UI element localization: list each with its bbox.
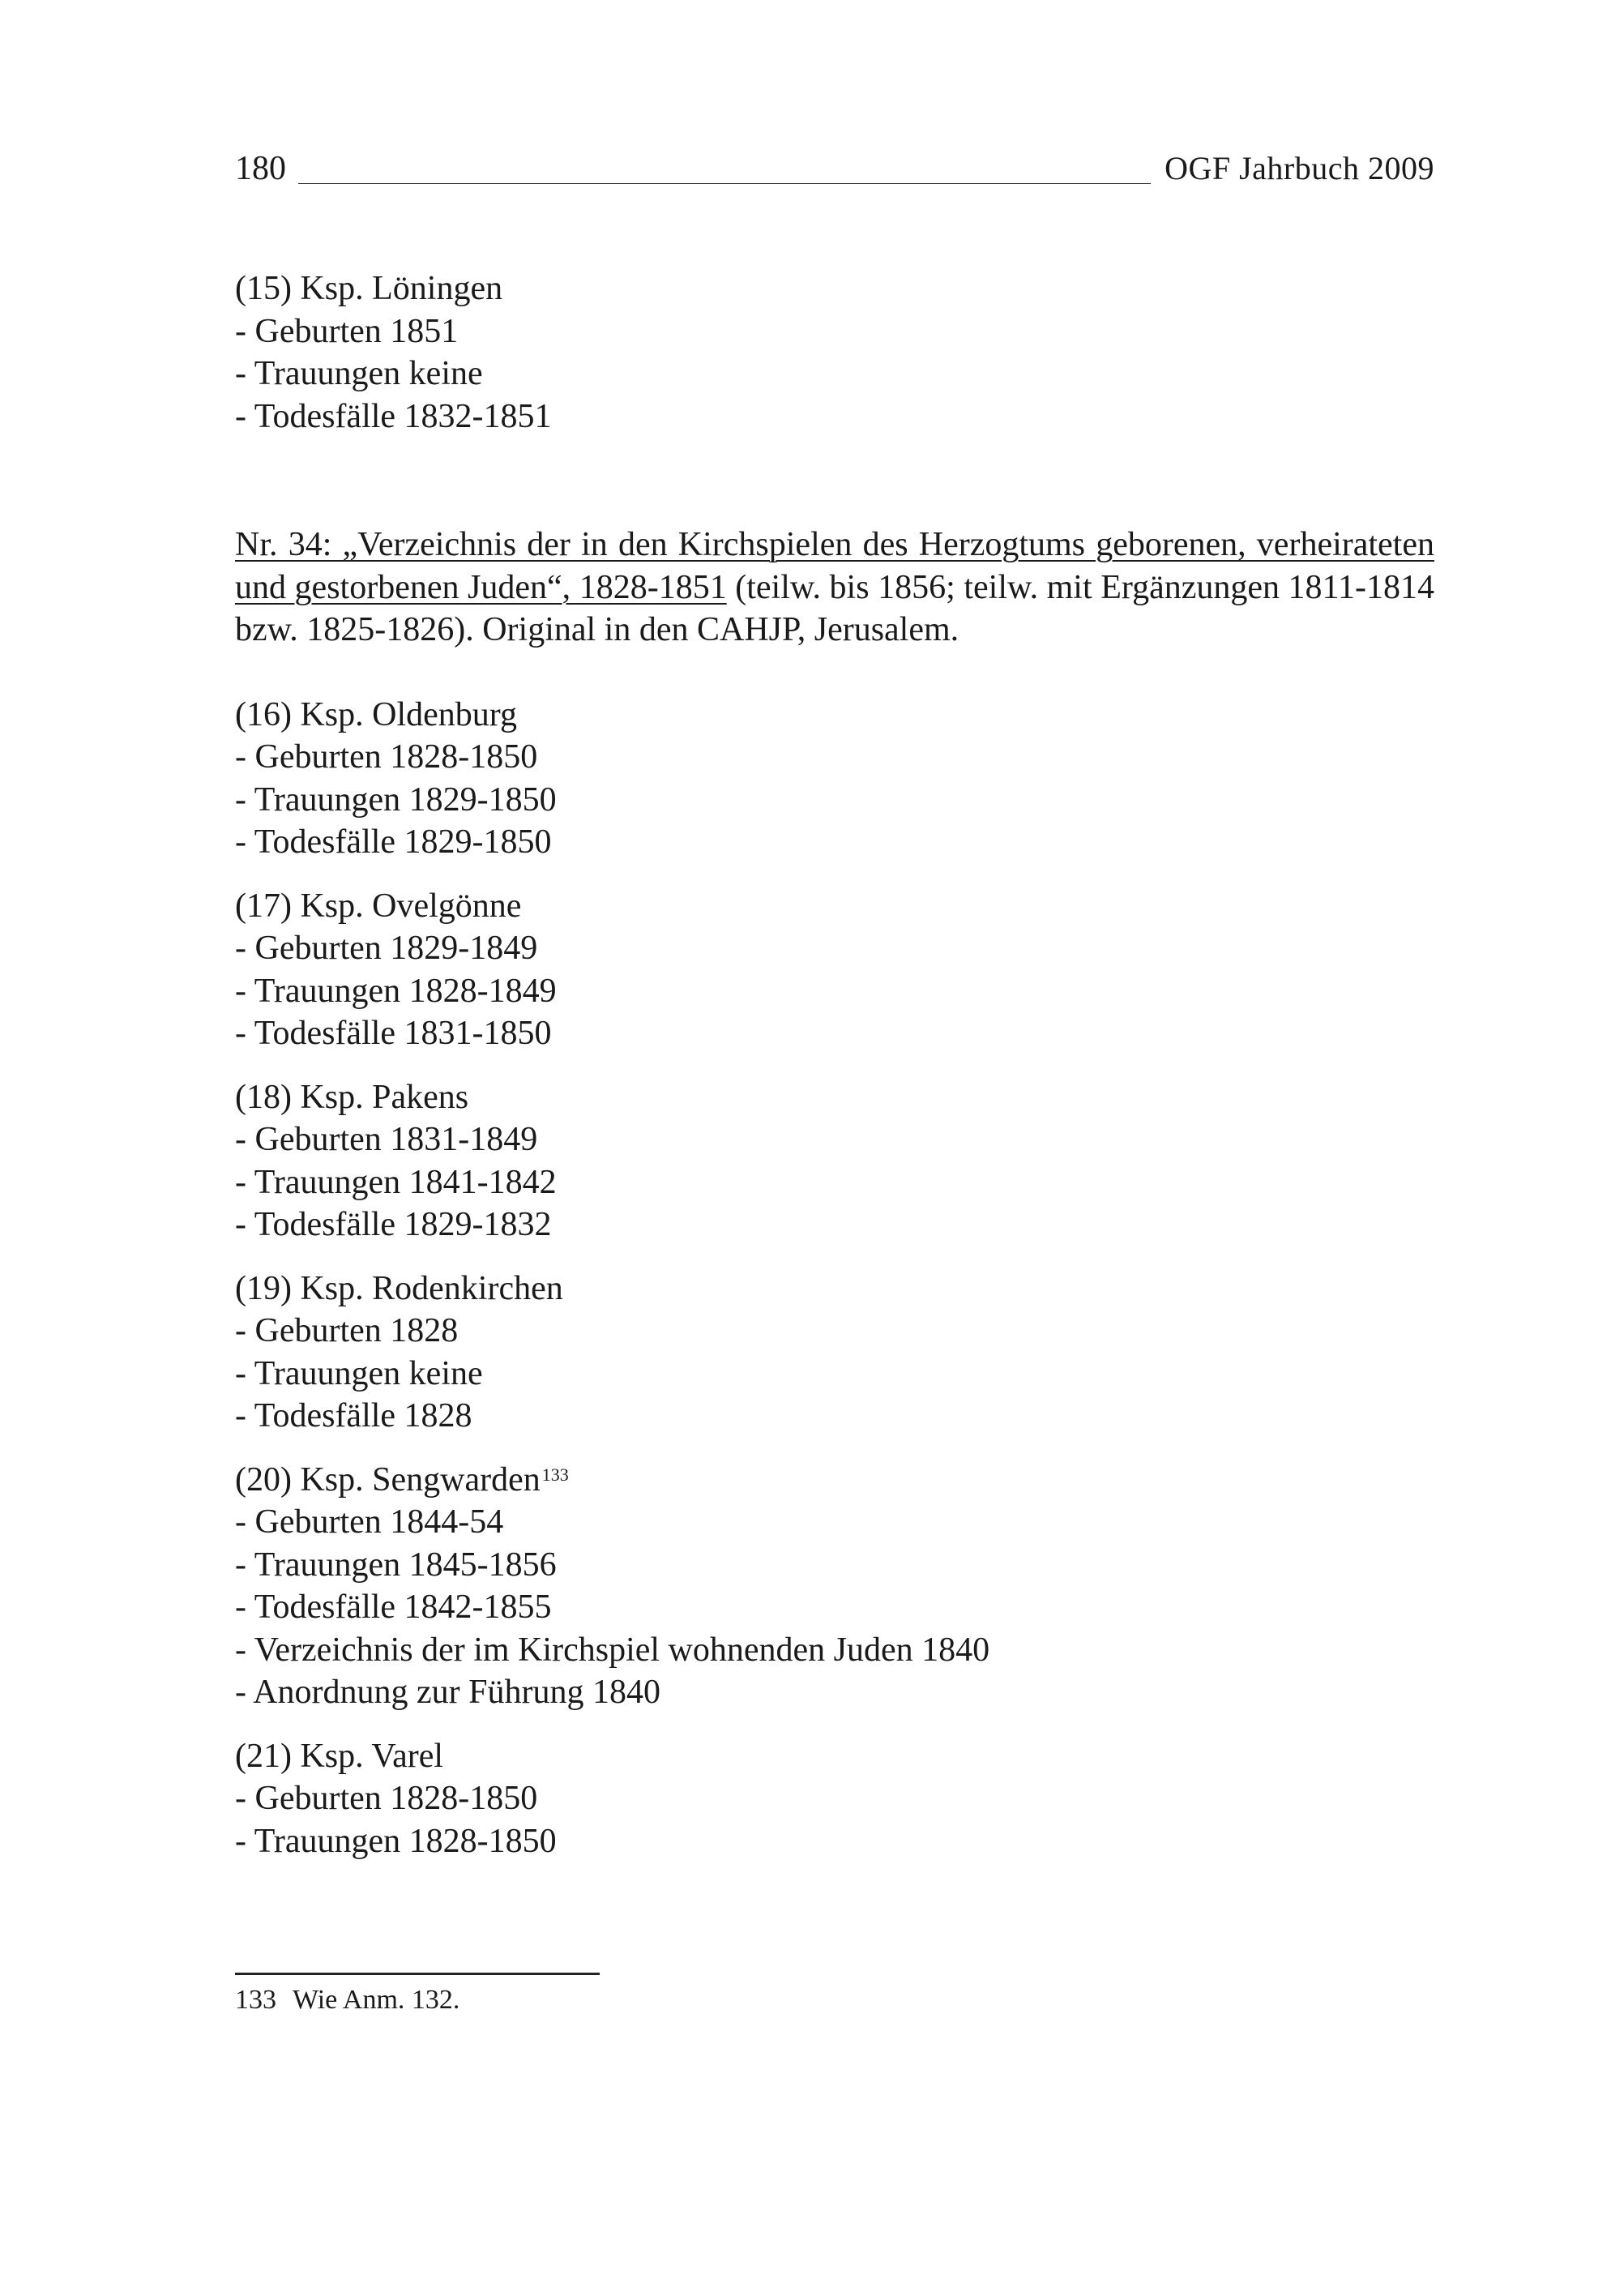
list-item: - Trauungen 1828-1850: [235, 1822, 557, 1860]
footnote-text: Wie Anm. 132.: [293, 1985, 460, 2015]
section-21: [235, 1735, 1434, 1863]
nr34-description: (teilw. bis 1856; teilw. mit Ergänzungen 1811-1814 bzw. 1825-1826). Original in den CAHJP, Jerusalem.: [235, 568, 1434, 648]
section-title: (16) Ksp. Oldenburg: [235, 695, 518, 733]
footnote-reference[interactable]: 133: [541, 1464, 569, 1485]
list-item: - Todesfälle 1828: [235, 1397, 472, 1434]
journal-title: OGF Jahrbuch 2009: [1165, 150, 1434, 186]
header-rule: [298, 183, 1151, 184]
section-title: (20) Ksp. Sengwarden$^{133}$: [235, 1460, 569, 1499]
list-item: - Verzeichnis der im Kirchspiel wohnenden Juden 1840: [235, 1631, 990, 1669]
section-19: [235, 1268, 1434, 1438]
list-item: - Todesfälle 1829-1850: [235, 823, 552, 861]
footnote-rule: [235, 1973, 600, 1975]
section-title: (18) Ksp. Pakens: [235, 1078, 469, 1116]
list-item: - Geburten 1828-1850: [235, 738, 538, 776]
page-header: [235, 149, 1434, 198]
section-17: [235, 885, 1434, 1055]
list-item: - Trauungen 1841-1842: [235, 1163, 557, 1201]
main-text: [235, 267, 1434, 1862]
section-title: (19) Ksp. Rodenkirchen: [235, 1269, 563, 1307]
footnote-number: 133: [235, 1985, 276, 2015]
list-item: - Geburten 1828: [235, 1312, 459, 1349]
list-item: - Todesfälle 1842-1855: [235, 1588, 552, 1626]
list-item: - Trauungen 1828-1849: [235, 972, 557, 1010]
section-18: [235, 1076, 1434, 1246]
section-title: (15) Ksp. Löningen: [235, 270, 503, 307]
section-title: (17) Ksp. Ovelgönne: [235, 887, 522, 925]
nr34-title: Nr. 34: „Verzeichnis der in den Kirchspielen des Herzogtums geborenen, verheirateten und gestorbenen Juden“, 1828-1851: [235, 526, 1434, 606]
section-15: [235, 267, 1434, 438]
list-item: - Geburten 1828-1850: [235, 1780, 538, 1817]
footnote: [235, 1982, 459, 2018]
list-item: - Geburten 1831-1849: [235, 1121, 538, 1158]
list-item: - Todesfälle 1831-1850: [235, 1015, 552, 1052]
list-item: - Geburten 1851: [235, 312, 459, 350]
section-16: [235, 694, 1434, 864]
section-20: [235, 1459, 1434, 1714]
list-item: - Trauungen keine: [235, 355, 483, 392]
list-item: - Trauungen 1829-1850: [235, 780, 557, 819]
section-title: (21) Ksp. Varel: [235, 1737, 444, 1775]
list-item: - Anordnung zur Führung 1840: [235, 1674, 660, 1711]
list-item: - Geburten 1844-54: [235, 1503, 504, 1541]
list-item: - Trauungen 1845-1856: [235, 1546, 557, 1584]
list-item: - Todesfälle 1832-1851: [235, 397, 552, 435]
list-item: - Todesfälle 1829-1832: [235, 1206, 552, 1243]
list-item: - Trauungen keine: [235, 1354, 483, 1392]
page-number: 180: [235, 150, 286, 187]
list-item: - Geburten 1829-1849: [235, 930, 538, 967]
nr34-paragraph: [235, 524, 1434, 652]
